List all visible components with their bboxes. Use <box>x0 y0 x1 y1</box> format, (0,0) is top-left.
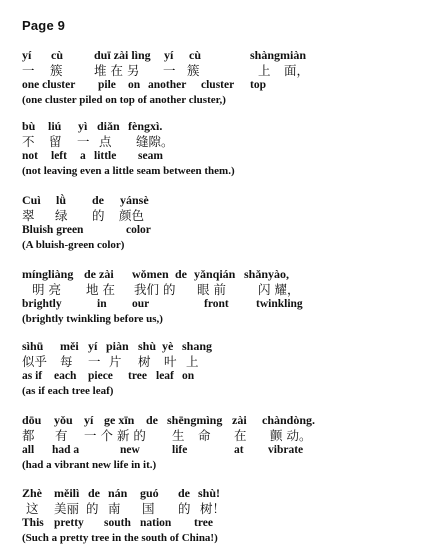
pinyin-word: yè <box>162 339 174 353</box>
pinyin-line <box>22 486 412 501</box>
hanzi-word: 一 <box>22 63 35 78</box>
hanzi-word: 绿 <box>55 208 68 223</box>
english-word: front <box>204 298 229 310</box>
pinyin-word: nán <box>108 486 128 500</box>
hanzi-word: 一 <box>77 134 90 149</box>
hanzi-word: 生 <box>172 428 185 443</box>
pinyin-word: míngliàng <box>22 267 74 281</box>
english-line <box>22 516 412 531</box>
hanzi-word: 明 亮 <box>32 282 61 297</box>
hanzi-word: 树！ <box>200 501 226 516</box>
hanzi-line <box>22 208 412 223</box>
stanza-3 <box>22 193 412 253</box>
hanzi-word: 面， <box>284 63 310 78</box>
pinyin-word: diǎn <box>97 119 120 133</box>
stanza-1 <box>22 48 412 108</box>
hanzi-word: 每 <box>60 354 73 369</box>
pinyin-word: de <box>175 267 187 281</box>
pinyin-word: yí <box>88 339 98 353</box>
hanzi-line <box>22 501 412 516</box>
pinyin-word: fèngxì. <box>128 119 163 133</box>
hanzi-word: 颜色 <box>119 208 145 223</box>
english-word: pile <box>98 79 116 91</box>
hanzi-word: 有 <box>55 428 68 443</box>
english-word: each <box>54 370 77 382</box>
english-word: tree <box>128 370 147 382</box>
english-word: piece <box>88 370 113 382</box>
english-word: Bluish green <box>22 224 84 236</box>
pinyin-word: zài <box>232 413 247 427</box>
pinyin-word: yǒu <box>54 413 73 427</box>
english-word: vibrate <box>268 444 304 456</box>
english-word: tree <box>194 517 213 529</box>
hanzi-line <box>22 134 412 149</box>
pinyin-line <box>22 48 412 63</box>
english-word: left <box>51 150 67 162</box>
hanzi-word: 在 <box>234 428 247 443</box>
stanza-5 <box>22 339 412 399</box>
english-word: as if <box>22 370 43 382</box>
english-word: one cluster <box>22 79 76 91</box>
pinyin-word: ge xīn <box>104 413 135 427</box>
pinyin-word: de zài <box>84 267 114 281</box>
hanzi-word: 颤 动。 <box>270 428 312 443</box>
hanzi-word: 地 在 <box>86 282 115 297</box>
english-word: twinkling <box>256 298 303 310</box>
pinyin-word: liú <box>48 119 62 133</box>
hanzi-word: 一 <box>88 354 101 369</box>
english-word: nation <box>140 517 172 529</box>
hanzi-word: 翠 <box>22 208 35 223</box>
pinyin-word: yí <box>84 413 94 427</box>
hanzi-line <box>22 428 412 443</box>
pinyin-word: shàngmiàn <box>250 48 307 62</box>
pinyin-line <box>22 339 412 354</box>
pinyin-word: shang <box>182 339 213 353</box>
english-line <box>22 297 412 312</box>
hanzi-word: 簇 <box>187 63 200 78</box>
hanzi-word: 命 <box>198 428 211 443</box>
hanzi-word: 似乎 <box>22 354 48 369</box>
english-word: at <box>234 444 244 456</box>
pinyin-word: cù <box>189 48 201 62</box>
english-word: seam <box>138 150 163 162</box>
pinyin-word: yǎnqián <box>194 267 236 281</box>
hanzi-word: 上 <box>258 63 271 78</box>
pinyin-word: de <box>146 413 158 427</box>
english-word: little <box>94 150 117 162</box>
pinyin-word: měilì <box>54 486 80 500</box>
stanza-2 <box>22 119 412 179</box>
english-word: on <box>128 79 141 91</box>
translation-line: (not leaving even a little seam between them.) <box>22 165 235 177</box>
hanzi-word: 一 <box>163 63 176 78</box>
hanzi-word: 南 <box>108 501 121 516</box>
english-word: color <box>126 224 151 236</box>
hanzi-word: 的 <box>92 208 105 223</box>
english-word: a <box>80 150 86 162</box>
translation-line: (brightly twinkling before us,) <box>22 313 163 325</box>
hanzi-word: 点 <box>99 134 112 149</box>
pinyin-word: shù <box>138 339 157 353</box>
english-word: our <box>132 298 150 310</box>
english-word: another <box>148 79 187 91</box>
pinyin-word: duī zài lìng <box>94 48 151 62</box>
stanza-7 <box>22 486 412 546</box>
translation-line: (had a vibrant new life in it.) <box>22 459 157 471</box>
pinyin-word: lǜ <box>56 193 67 207</box>
hanzi-word: 的 <box>178 501 191 516</box>
hanzi-line <box>22 282 412 297</box>
pinyin-word: yì <box>78 119 88 133</box>
pinyin-word: de <box>88 486 100 500</box>
english-word: This <box>22 517 44 529</box>
hanzi-word: 闪 耀， <box>258 282 300 297</box>
hanzi-word: 片 <box>109 354 122 369</box>
english-word: pretty <box>54 517 84 529</box>
pinyin-word: shù! <box>198 486 221 500</box>
english-word: south <box>104 517 131 529</box>
pinyin-word: měi <box>60 339 79 353</box>
english-word: all <box>22 444 35 456</box>
pinyin-word: yánsè <box>120 193 149 207</box>
pinyin-word: dōu <box>22 413 42 427</box>
pinyin-word: cù <box>51 48 63 62</box>
english-line <box>22 369 412 384</box>
pinyin-line <box>22 193 412 208</box>
hanzi-word: 树 <box>138 354 151 369</box>
pinyin-word: de <box>92 193 104 207</box>
english-line <box>22 149 412 164</box>
english-word: not <box>22 150 38 162</box>
translation-line: (as if each tree leaf) <box>22 385 114 397</box>
hanzi-word: 簇 <box>50 63 63 78</box>
pinyin-word: wǒmen <box>132 267 169 281</box>
english-word: top <box>250 79 266 91</box>
hanzi-word: 我们 的 <box>134 282 176 297</box>
pinyin-word: sìhū <box>22 339 44 353</box>
english-word: life <box>172 444 188 456</box>
hanzi-line <box>22 354 412 369</box>
english-word: had a <box>52 444 80 456</box>
english-line <box>22 443 412 458</box>
pinyin-word: chàndòng. <box>262 413 316 427</box>
hanzi-word: 不 <box>22 134 35 149</box>
english-word: cluster <box>201 79 235 91</box>
pinyin-word: shēngmìng <box>167 413 223 427</box>
translation-line: (Such a pretty tree in the south of China!) <box>22 532 218 544</box>
pinyin-word: Zhè <box>22 486 43 500</box>
english-word: leaf <box>156 370 174 382</box>
pinyin-line <box>22 267 412 282</box>
pinyin-line <box>22 119 412 134</box>
translation-line: (one cluster piled on top of another cluster,) <box>22 94 226 106</box>
pinyin-word: piàn <box>106 339 129 353</box>
page-number: Page 9 <box>22 18 66 33</box>
translation-line: (A bluish-green color) <box>22 239 125 251</box>
pinyin-word: yí <box>164 48 174 62</box>
english-word: on <box>182 370 195 382</box>
hanzi-line <box>22 63 412 78</box>
english-word: in <box>97 298 107 310</box>
pinyin-word: de <box>178 486 190 500</box>
hanzi-word: 眼 前 <box>197 282 226 297</box>
hanzi-word: 美丽 <box>54 501 80 516</box>
english-line <box>22 223 412 238</box>
hanzi-word: 缝隙。 <box>136 134 174 149</box>
hanzi-word: 这 <box>26 501 39 516</box>
stanza-4 <box>22 267 412 327</box>
pinyin-word: yí <box>22 48 32 62</box>
english-word: new <box>120 444 140 456</box>
hanzi-word: 上 <box>186 354 199 369</box>
hanzi-word: 都 <box>22 428 35 443</box>
hanzi-word: 留 <box>49 134 62 149</box>
hanzi-word: 堆 在 另 <box>94 63 140 78</box>
pinyin-word: bù <box>22 119 36 133</box>
hanzi-word: 的 <box>86 501 99 516</box>
hanzi-word: 国 <box>142 501 155 516</box>
english-line <box>22 78 412 93</box>
stanza-6 <box>22 413 412 473</box>
pinyin-word: Cuì <box>22 193 41 207</box>
hanzi-word: 一 个 新 的 <box>84 428 146 443</box>
pinyin-line <box>22 413 412 428</box>
english-word: brightly <box>22 298 62 310</box>
hanzi-word: 叶 <box>164 354 177 369</box>
pinyin-word: shǎnyào, <box>244 267 290 281</box>
pinyin-word: guó <box>140 486 159 500</box>
